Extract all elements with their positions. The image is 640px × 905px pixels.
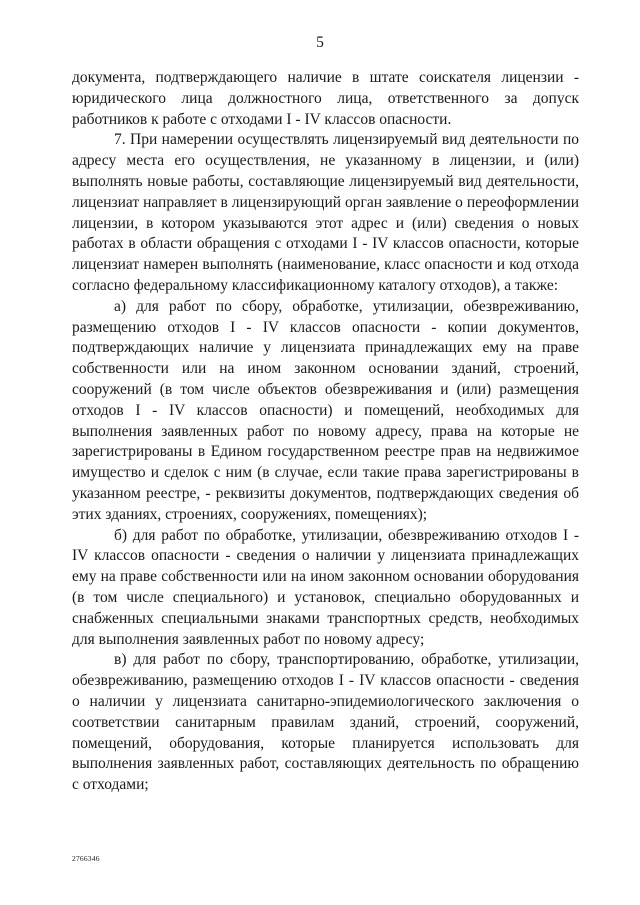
paragraph-subitem-b: б) для работ по обработке, утилизации, обезвреживанию отходов I - IV классов опасности - сведения о наличии у лицензиата принадлежащих ему на праве собственности или на ином законном основании оборудования (в том числе специального) и установок, специально оборудованных и снабженных специальными знаками транспортных средств, необходимых для выполнения заявленных работ по новому адресу; [72, 526, 579, 648]
paragraph-subitem-v: в) для работ по сбору, транспортированию, обработке, утилизации, обезвреживанию, размещению отходов I - IV классов опасности - сведения о наличии у лицензиата санитарно-эпидемиологического заключения о соответствии санитарным правилам зданий, строений, сооружений, помещений, оборудования, которые планируется использовать для выполнения заявленных работ, составляющих деятельность по обращению с отходами; [72, 651, 579, 794]
document-body [72, 68, 579, 796]
document-code: 2766346 [72, 854, 100, 863]
page-number: 5 [316, 34, 324, 51]
paragraph-item-7: 7. При намерении осуществлять лицензируемый вид деятельности по адресу места его осуществления, не указанному в лицензии, и (или) выполнять новые работы, составляющие лицензируемый вид деятельности, лицензиат направляет в лицензирующий орган заявление о переоформлении лицензии, в котором указываются этот адрес и (или) сведения о новых работах в области обращения с отходами I - IV классов опасности, которые лицензиат намерен выполнять (наименование, класс опасности и код отхода согласно федеральному классификационному каталогу отходов), а также: [72, 131, 579, 294]
paragraph-continuation: документа, подтверждающего наличие в штате соискателя лицензии - юридического лица должностного лица, ответственного за допуск работников к работе с отходами I - IV классов опасности. [72, 69, 579, 128]
paragraph-subitem-a: а) для работ по сбору, обработке, утилизации, обезвреживанию, размещению отходов I - IV классов опасности - копии документов, подтверждающих наличие у лицензиата принадлежащих ему на праве собственности или на ином законном основании зданий, строений, сооружений (в том числе объектов обезвреживания и (или) размещения отходов I - IV классов опасности) и помещений, необходимых для выполнения заявленных работ по новому адресу, права на которые не зарегистрированы в Едином государственном реестре прав на недвижимое имущество и сделок с ним (в случае, если такие права зарегистрированы в указанном реестре, - реквизиты документов, подтверждающих сведения об этих зданиях, строениях, сооружениях, помещениях); [72, 297, 579, 523]
